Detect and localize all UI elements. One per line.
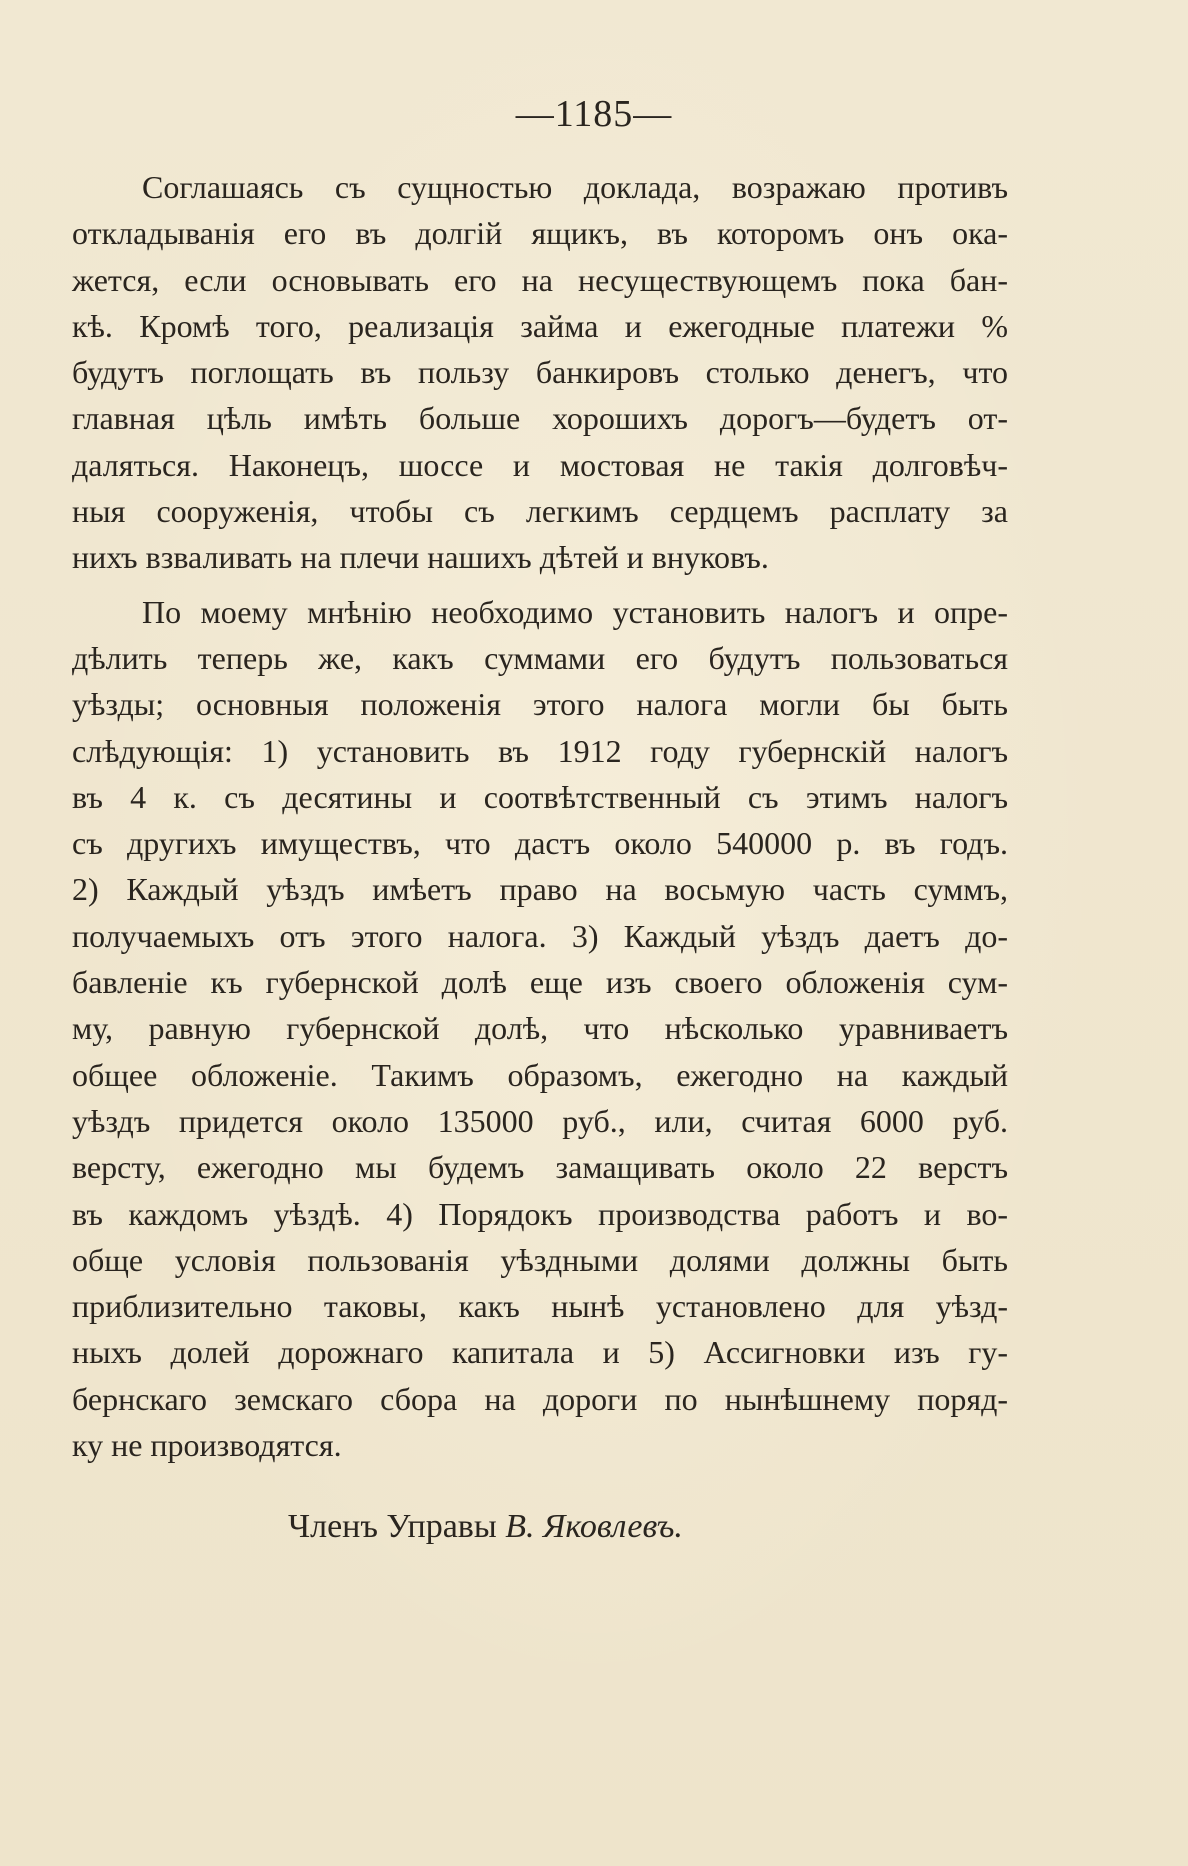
text-line: приблизительно таковы, какъ нынѣ установлено для уѣзд- — [72, 1288, 1008, 1325]
text-line: въ 4 к. съ десятины и соотвѣтственный съ этимъ налогъ — [72, 778, 1008, 815]
text-line: жется, если основывать его на несуществующемъ пока бан- — [72, 261, 1008, 298]
paragraph-1 — [72, 164, 1008, 581]
signature-title: Членъ Управы — [288, 1508, 497, 1545]
text-line: въ каждомъ уѣздѣ. 4) Порядокъ производства работъ и во- — [72, 1195, 1008, 1232]
text-line: слѣдующія: 1) установить въ 1912 году губернскій налогъ — [72, 732, 1008, 769]
text-line: главная цѣль имѣть больше хорошихъ дорогъ—будетъ от- — [72, 400, 1008, 437]
text-line: му, равную губернской долѣ, что нѣсколько уравниваетъ — [72, 1010, 1008, 1047]
paragraph-gap — [72, 581, 1008, 589]
text-line: кѣ. Кромѣ того, реализація займа и ежегодные платежи % — [72, 307, 1008, 344]
body-text — [72, 164, 1008, 1468]
text-line: дѣлить теперь же, какъ суммами его будутъ пользоваться — [72, 639, 1008, 676]
text-line: 2) Каждый уѣздъ имѣетъ право на восьмую часть суммъ, — [72, 871, 1008, 908]
text-line: обще условія пользованія уѣздными долями должны быть — [72, 1241, 1008, 1278]
text-line: общее обложеніе. Такимъ образомъ, ежегодно на каждый — [72, 1056, 1008, 1093]
text-line: бернскаго земскаго сбора на дороги по нынѣшнему поряд- — [72, 1380, 1008, 1417]
text-line: съ другихъ имуществъ, что дастъ около 540000 р. въ годъ. — [72, 825, 1008, 862]
text-line: ныя сооруженія, чтобы съ легкимъ сердцемъ расплату за — [72, 493, 1008, 530]
text-line: По моему мнѣнію необходимо установить налогъ и опре- — [142, 593, 1008, 630]
text-line: будутъ поглощать въ пользу банкировъ столько денегъ, что — [72, 354, 1008, 391]
text-line: уѣздъ придется около 135000 руб., или, считая 6000 руб. — [72, 1102, 1008, 1139]
text-line: получаемыхъ отъ этого налога. 3) Каждый уѣздъ даетъ до- — [72, 917, 1008, 954]
text-line: ку не производятся. — [72, 1427, 342, 1464]
text-line: Соглашаясь съ сущностью доклада, возражаю противъ — [142, 169, 1008, 205]
text-line: нихъ взваливать на плечи нашихъ дѣтей и внуковъ. — [72, 539, 769, 576]
text-line: ныхъ долей дорожнаго капитала и 5) Ассигновки изъ гу- — [72, 1334, 1008, 1371]
text-line: уѣзды; основныя положенія этого налога могли бы быть — [72, 686, 1008, 723]
page-number: —1185— — [515, 93, 673, 135]
paragraph-2 — [72, 589, 1008, 1469]
text-line: версту, ежегодно мы будемъ замащивать около 22 верстъ — [72, 1149, 1008, 1186]
text-line: даляться. Наконецъ, шоссе и мостовая не такія долговѣч- — [72, 446, 1008, 483]
text-line: откладыванія его въ долгій ящикъ, въ которомъ онъ ока- — [72, 215, 1008, 252]
signature — [288, 1508, 683, 1546]
signature-name: В. Яковлевъ. — [505, 1508, 683, 1545]
text-line: бавленіе къ губернской долѣ еще изъ своего обложенія сум- — [72, 964, 1008, 1001]
